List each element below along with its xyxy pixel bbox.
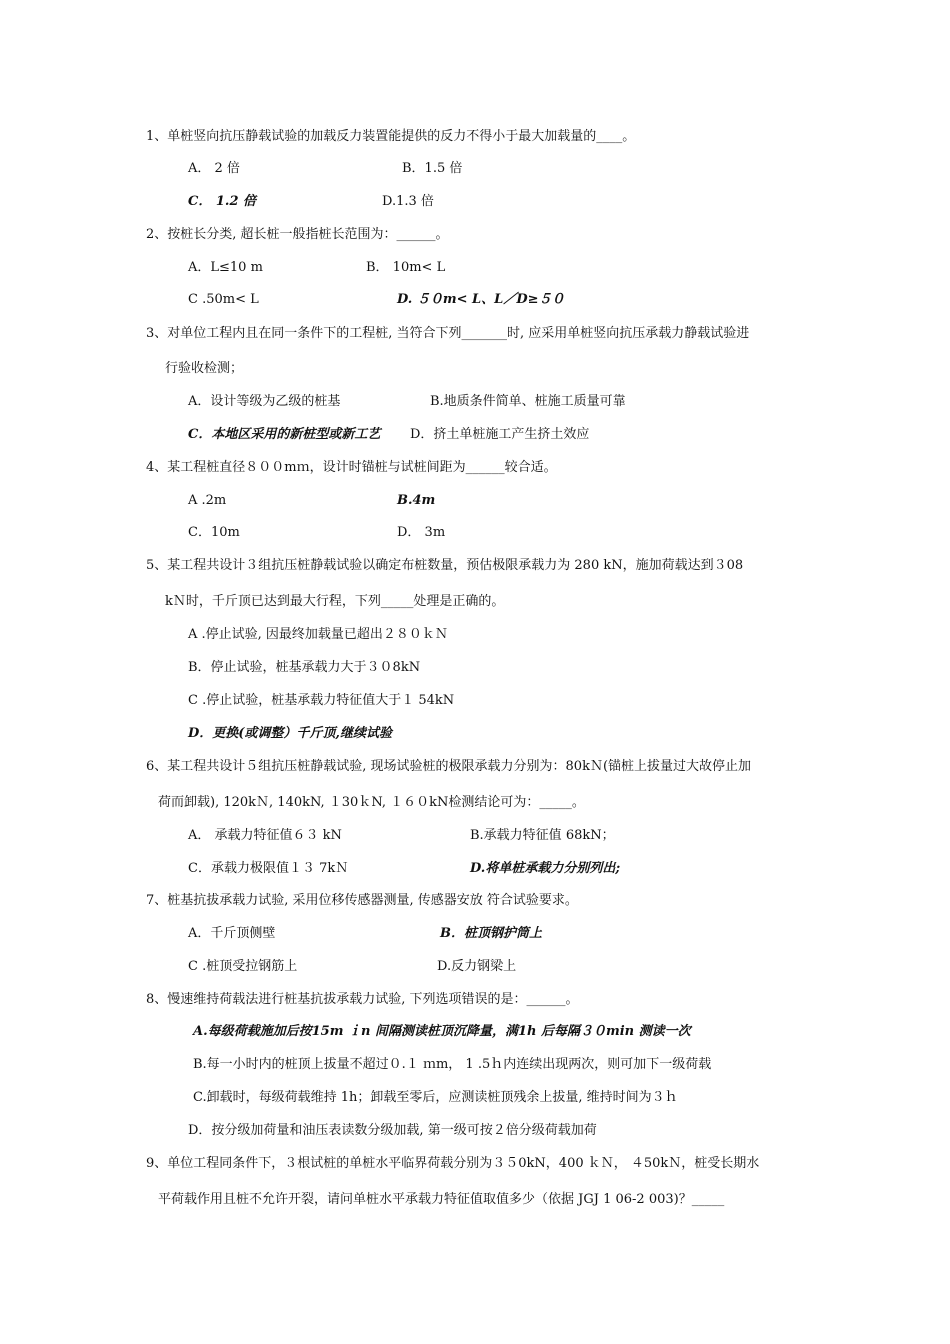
- question-7-option-c: C .桩顶受拉钢筋上: [188, 959, 298, 974]
- question-3-option-a: A．设计等级为乙级的桩基: [188, 394, 341, 409]
- question-2-option-d-answer: D. ５０m< L、L／D≥５０: [397, 292, 565, 307]
- question-4-stem: 4、某工程桩直径８００mｍ，设计时锚桩与试桩间距为______较合适。: [146, 460, 557, 475]
- question-7-option-d: D.反力钢梁上: [437, 959, 517, 974]
- question-3-option-c-answer: C．本地区采用的新桩型或新工艺: [188, 427, 381, 442]
- question-2-option-b: B． 10m< L: [366, 260, 446, 275]
- question-3-stem-line-2: 行验收检测；: [165, 361, 244, 376]
- question-1-option-b: B．1.5 倍: [402, 161, 463, 176]
- question-1-option-c-answer: C． 1.2 倍: [188, 194, 257, 209]
- question-6-option-d-answer: D.将单桩承载力分别列出;: [470, 861, 621, 876]
- question-6-stem-line-1: 6、某工程共设计５组抗压桩静载试验, 现场试验桩的极限承载力分别为：80kＮ(锚桩上拔量过大故停止加: [146, 759, 752, 774]
- question-8-option-d: D．按分级加荷量和油压表读数分级加载, 第一级可按２倍分级荷载加荷: [188, 1123, 597, 1138]
- question-9-stem-line-2: 平荷载作用且桩不允许开裂，请问单桩水平承载力特征值取值多少（依据 JGJ 1 06-2 003)？_____: [158, 1192, 725, 1207]
- question-1-option-a: A． 2 倍: [188, 161, 240, 176]
- question-5-option-d-answer: D．更换(或调整）千斤顶,继续试验: [188, 726, 392, 741]
- question-2-option-a: A．L≤10 m: [188, 260, 263, 275]
- question-5-option-b: B．停止试验，桩基承载力大于３０8kN: [188, 660, 421, 675]
- question-4-option-d: D． 3m: [397, 525, 446, 540]
- question-8-option-b: B.每一小时内的桩顶上拔量不超过０.１ ｍm， 1 .5ｈ内连续出现两次，则可加下一级荷载: [193, 1057, 712, 1072]
- question-4-option-b-answer: B.4m: [397, 493, 436, 508]
- question-7-option-b-answer: B．桩顶钢护筒上: [440, 926, 542, 941]
- question-1-option-d: D.1.3 倍: [382, 194, 434, 209]
- question-5-option-c: C .停止试验，桩基承载力特征值大于１ 54kN: [188, 693, 455, 708]
- question-4-option-c: C．10m: [188, 525, 240, 540]
- question-3-option-b: B.地质条件简单、桩施工质量可靠: [430, 394, 626, 409]
- question-2-stem: 2、按桩长分类, 超长桩一般指桩长范围为：______。: [146, 227, 449, 242]
- question-3-option-d: D．挤土单桩施工产生挤土效应: [410, 427, 590, 442]
- question-2-option-c: C .50m< L: [188, 292, 259, 307]
- question-6-stem-line-2: 荷而卸载), 120kＮ, 140kN, １30ｋN, １６０kN检测结论可为：_____。: [158, 795, 585, 810]
- question-6-option-c: C．承载力极限值１３ 7kＮ: [188, 861, 349, 876]
- question-1-stem: 1、单桩竖向抗压静载试验的加载反力装置能提供的反力不得小于最大加载量的____。: [146, 129, 636, 144]
- question-3-stem-line-1: 3、对单位工程内且在同一条件下的工程桩, 当符合下列_______时, 应采用单桩竖向抗压承载力静载试验进: [146, 326, 750, 341]
- question-8-stem: 8、慢速维持荷载法进行桩基抗拔承载力试验, 下列选项错误的是：______。: [146, 992, 579, 1007]
- question-5-stem-line-1: 5、某工程共设计３组抗压桩静载试验以确定布桩数量，预估极限承载力为 280 kN，施加荷载达到３08: [146, 558, 744, 573]
- question-7-stem: 7、桩基抗拔承载力试验, 采用位移传感器测量, 传感器安放 符合试验要求。: [146, 893, 578, 908]
- question-6-option-a: A． 承载力特征值６３ kN: [188, 828, 342, 843]
- question-4-option-a: A .2m: [188, 493, 227, 508]
- question-8-option-a-answer: A.每级荷载施加后按15m ｉn 间隔测读桩顶沉降量，满1h 后每隔３０min 测读一次: [193, 1024, 691, 1039]
- question-9-stem-line-1: 9、单位工程同条件下，３根试桩的单桩水平临界荷载分别为３５0kN，400 ｋＮ， ４50kＮ，桩受长期水: [146, 1156, 760, 1171]
- question-7-option-a: A．千斤顶侧壁: [188, 926, 276, 941]
- question-5-stem-line-2: kＮ时，千斤顶已达到最大行程，下列_____处理是正确的。: [165, 594, 505, 609]
- question-8-option-c: C.卸载时，每级荷载维持 1h；卸载至零后，应测读桩顶残余上拔量, 维持时间为３ｈ: [193, 1090, 678, 1105]
- question-5-option-a: A .停止试验, 因最终加载量已超出２８０ｋＮ: [188, 627, 448, 642]
- question-6-option-b: B.承载力特征值 68kN；: [470, 828, 615, 843]
